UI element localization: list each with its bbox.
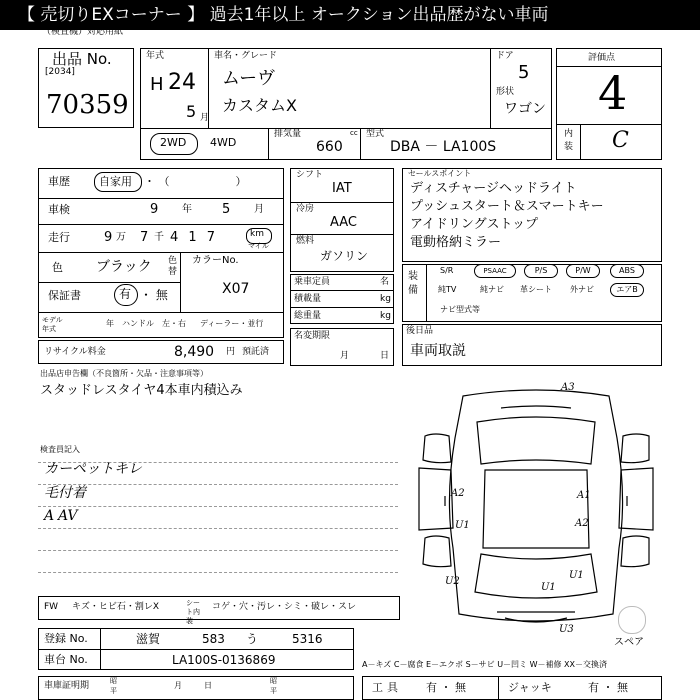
model-year-label: モデル年式	[42, 316, 63, 333]
banner: 【 売切りEXコーナー 】 過去1年以上 オークション出品歴がない車両	[0, 0, 700, 30]
listing-label: 出品 No.	[52, 50, 112, 68]
notes-label: 出品店申告欄（不良箇所・欠品・注意事項等）	[40, 369, 208, 378]
listing-number: 70359	[46, 90, 129, 120]
type-label: 型式	[366, 129, 385, 139]
warranty-label: 保証書	[48, 289, 81, 302]
mark-a3: A3	[561, 382, 575, 393]
history-value: 自家用	[99, 175, 132, 188]
grade-name: カスタムX	[222, 96, 297, 115]
color-change-label: 色替	[168, 256, 178, 277]
car-diagram	[405, 378, 667, 636]
modified-month: 月	[340, 351, 350, 361]
inspector-label: 検査員記入	[40, 445, 80, 454]
inspector-line-2: 毛付着	[44, 485, 86, 501]
recycle-status: 預託済	[242, 347, 270, 357]
mileage-mile: マイル	[248, 242, 269, 250]
gross-label: 総重量	[294, 311, 322, 321]
recycle-unit: 円	[226, 347, 236, 357]
warranty-yes: 有	[119, 287, 132, 301]
equip-airbag: エアB	[610, 283, 644, 297]
equip-navi-type: ナビ型式等	[440, 305, 480, 314]
spare-circle	[618, 606, 646, 634]
cert-month: 月	[174, 681, 182, 690]
doors-label: ドア	[496, 51, 514, 61]
equip-ps: PS	[483, 267, 493, 275]
mark-u1-left: U1	[455, 520, 470, 531]
inspector-line-4: AV	[58, 508, 78, 524]
history-label: 車歴	[48, 175, 70, 188]
equip-power-windows: P/W	[566, 264, 600, 278]
shift-label: シフト	[296, 170, 324, 180]
listing-small-no: [2034]	[45, 67, 75, 77]
load-unit: kg	[380, 294, 391, 304]
registration-pref: 滋賀	[136, 632, 161, 646]
interior-label: 内装	[564, 129, 574, 152]
after-value: 車両取説	[410, 343, 466, 359]
fw-label: FW	[44, 602, 59, 612]
model-name: ムーヴ	[222, 68, 276, 89]
after-label: 後日品	[406, 326, 434, 336]
year-label: 年式	[146, 51, 165, 61]
inspection-year-unit: 年	[182, 204, 192, 215]
mileage-man-unit: 万	[116, 232, 126, 243]
equip-ext-navi: 外ナビ	[570, 285, 594, 294]
registration-num: 583	[202, 632, 225, 646]
year-era: H	[150, 74, 164, 95]
inspector-line-3: A	[44, 508, 55, 524]
cert-sho-2: 昭	[270, 677, 277, 685]
shape-label: 形状	[496, 87, 515, 97]
ac-label: 冷房	[296, 204, 315, 214]
modified-label: 名変期限	[294, 331, 331, 341]
type-value: DBA － LA100S	[390, 139, 497, 155]
equip-power-steering: P/S	[524, 264, 558, 278]
mark-u1-bottom: U1	[541, 582, 556, 593]
mileage-km: km	[250, 229, 264, 239]
model-dealer: ディーラー・並行	[200, 319, 264, 328]
mark-u3: U3	[559, 624, 574, 635]
name-label: 車名・グレード	[214, 51, 278, 61]
warranty-no: ・ 無	[140, 288, 168, 302]
mileage-label: 走行	[48, 231, 70, 244]
spare-label: スペア	[614, 637, 644, 648]
four-wd: 4WD	[210, 136, 237, 149]
registration-kana: う	[246, 632, 259, 646]
fw-right: コゲ・穴・汚レ・シミ・破レ・スレ	[212, 602, 357, 612]
fw-left: キズ・ヒビ石・割レX	[72, 602, 159, 612]
mileage-sen: 7	[140, 230, 149, 245]
gross-unit: kg	[380, 311, 391, 321]
color-value: ブラック	[96, 259, 152, 275]
selling-item-4: 電動格納ミラー	[410, 235, 502, 250]
cert-sho: 昭	[110, 677, 117, 685]
tools-value: 有 ・ 無	[426, 681, 466, 694]
equipment-label: 装備	[408, 271, 418, 296]
colorno-value: X07	[222, 281, 250, 297]
mileage-digits: 4 1 7	[170, 230, 219, 245]
subheader: （検査機）対応用紙	[42, 27, 124, 37]
cert-day: 日	[204, 681, 212, 690]
tools-label: 工具	[372, 681, 402, 694]
load-label: 積載量	[294, 294, 322, 304]
two-wd: 2WD	[160, 136, 187, 149]
notes-text: スタッドレスタイヤ4本車内積込み	[40, 383, 243, 398]
model-handle: ハンドル 左・右	[122, 319, 186, 328]
inspection-year: 9	[150, 202, 159, 217]
fuel-value: ガソリン	[320, 249, 369, 263]
ac-value: AAC	[330, 215, 357, 230]
year-value: 24	[168, 70, 196, 95]
inspection-month: 5	[222, 202, 231, 217]
jack-label: ジャッキ	[508, 681, 552, 694]
mark-a2-right: A2	[575, 518, 589, 529]
equip-tv: 純TV	[438, 285, 457, 294]
registration-label: 登録 No.	[44, 632, 88, 645]
mark-u2: U2	[445, 576, 460, 587]
interior-value: C	[612, 128, 629, 153]
inspection-label: 車検	[48, 203, 70, 216]
selling-item-2: プッシュスタート＆スマートキー	[410, 199, 604, 214]
history-rest: ・ （ ）	[144, 175, 247, 188]
color-label: 色	[52, 261, 63, 274]
capacity-label: 乗車定員	[294, 277, 331, 287]
capacity-unit: 名	[380, 277, 390, 287]
equip-ps-aac	[474, 264, 516, 278]
registration-serial: 5316	[292, 632, 323, 646]
recycle-label: リサイクル料金	[44, 347, 106, 357]
fuel-label: 燃料	[296, 236, 315, 246]
shift-value: IAT	[332, 181, 352, 196]
cert-hei: 平	[110, 687, 117, 695]
model-year-unit: 年	[106, 319, 114, 328]
displacement-value: 660	[316, 139, 343, 155]
equip-navi: 純ナビ	[480, 285, 504, 294]
equip-abs: ABS	[610, 264, 644, 278]
mark-u1-front: U1	[569, 570, 584, 581]
damage-legend: A－キズ C－腐食 E－エクボ S－サビ U－凹ミ W－補修 XX－交換済	[362, 660, 608, 669]
year-month: 5	[186, 102, 197, 121]
mark-a2-left: A2	[451, 488, 465, 499]
selling-item-1: ディスチャージヘッドライト	[410, 181, 577, 196]
mileage-sen-unit: 千	[154, 232, 164, 243]
selling-label: セールスポイント	[408, 169, 472, 178]
chassis-label: 車台 No.	[44, 653, 88, 666]
cert-hei-2: 平	[270, 687, 277, 695]
equip-aac: AAC	[492, 267, 507, 275]
fw-seat: シート内装	[186, 599, 200, 625]
mark-a1-right: A1	[577, 490, 591, 501]
displacement-label: 排気量	[274, 129, 302, 139]
year-month-unit: 月	[200, 113, 210, 123]
inspector-line-1: カーペットキレ	[44, 461, 142, 477]
selling-item-3: アイドリングストップ	[410, 217, 539, 232]
colorno-label: カラーNo.	[192, 255, 239, 266]
jack-value: 有 ・ 無	[588, 681, 628, 694]
modified-day: 日	[380, 351, 390, 361]
score-label: 評価点	[588, 53, 616, 63]
recycle-value: 8,490	[174, 344, 215, 360]
shape-value: ワゴン	[504, 101, 546, 117]
cert-label: 車庫証明期	[44, 681, 90, 691]
mileage-man: 9	[104, 230, 113, 245]
equip-leather: 革シート	[520, 285, 552, 294]
inspection-month-unit: 月	[254, 204, 264, 215]
displacement-unit: cc	[350, 129, 358, 137]
equip-sr: S/R	[440, 266, 454, 275]
doors-value: 5	[518, 62, 530, 83]
score-value: 4	[598, 66, 628, 120]
chassis-value: LA100S-0136869	[172, 653, 276, 667]
